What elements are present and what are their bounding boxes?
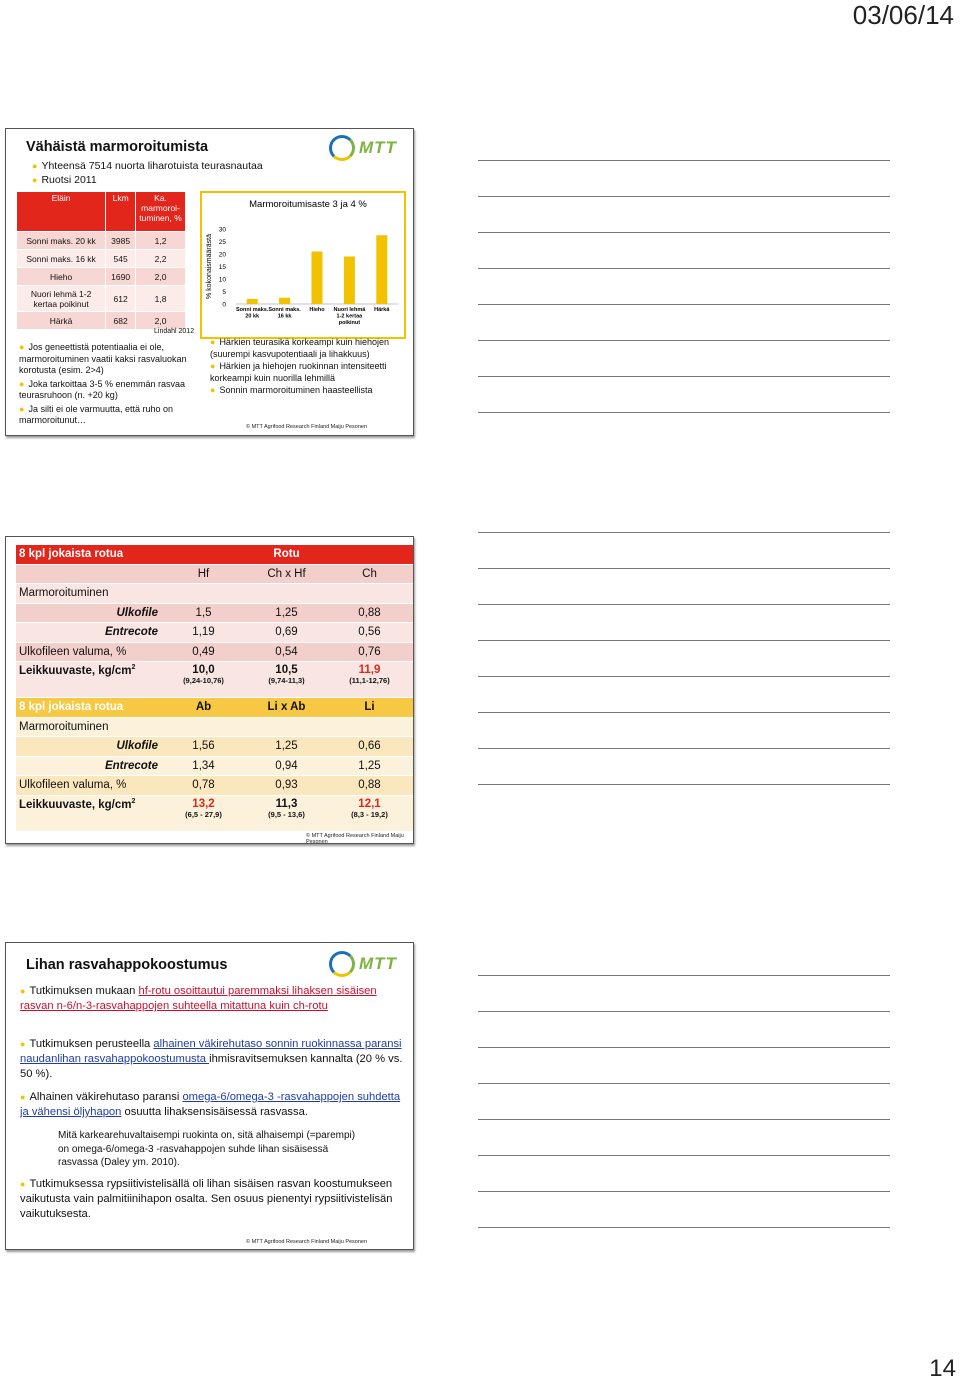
table-row: Hieho 1690 2,0: [17, 268, 186, 286]
table-row: Sonni maks. 16 kk 545 2,2: [17, 250, 186, 268]
mtt-logo: MTT: [329, 951, 397, 977]
mtt-logo: MTT: [329, 135, 397, 161]
slide-title: Lihan rasvahappokoostumus: [26, 957, 228, 973]
quote: Mitä karkearehuvaltaisempi ruokinta on, sitä alhaisempi (=parempi) on omega-6/omega-3 -rasvahappojen suhde lihan sisäisessä rasvassa (Daley ym. 2010).: [58, 1130, 356, 1168]
y-tick-label: 30: [218, 226, 226, 234]
table-row: Härkä 682 2,0: [17, 312, 186, 330]
y-axis-label: % kokonaismäärästä: [206, 234, 213, 299]
slide-rasvahappo: [5, 942, 414, 1250]
table-header: 8 kpl jokaista rotua Ab Li x Ab Li: [16, 698, 413, 718]
mtt-swirl-icon: [329, 951, 355, 977]
bullet-right: ● Sonnin marmoroituminen haasteellista: [210, 385, 373, 395]
breed-table: [16, 545, 413, 832]
table-row: Entrecote 1,34 0,94 1,25: [16, 757, 413, 777]
table-row: Hf Ch x Hf Ch: [16, 565, 413, 585]
notes-lines-2: [478, 532, 890, 820]
y-tick-label: 0: [222, 301, 226, 309]
bar: [376, 235, 387, 304]
table-row: Ulkofile 1,56 1,25 0,66: [16, 737, 413, 757]
notes-lines-3: [478, 975, 890, 1263]
table-row: Marmoroituminen: [16, 584, 413, 604]
bar: [279, 298, 290, 304]
paragraph-1: ● Tutkimuksen mukaan hf-rotu osoittautui paremmaksi lihaksen sisäisen rasvan n-6/n-3-rasvahappojen suhteella mitattuna kuin ch-rotu: [20, 985, 377, 1012]
x-tick-label: Sonni maks.: [235, 307, 269, 313]
table-row: Entrecote 1,19 0,69 0,56: [16, 623, 413, 643]
marmoroitumisaste-chart: [202, 193, 404, 337]
bullet-right: ● Härkien ja hiehojen ruokinnan intensiteetti korkeampi kuin nuorilla lehmillä: [210, 361, 387, 383]
copyright: © MTT Agrifood Research Finland Maiju Pesonen: [306, 833, 404, 845]
y-tick-label: 20: [218, 251, 226, 259]
copyright: © MTT Agrifood Research Finland Maiju Pesonen: [246, 424, 368, 430]
table-row: Ulkofile 1,5 1,25 0,88: [16, 604, 413, 624]
table-row: Leikkuuvaste, $kg/cm^2$ 13,2 (6,5 - 27,9) 11,3 (9,5 - 13,6) 12,1 (8,3 - 19,2): [16, 796, 413, 832]
bar: [312, 252, 323, 305]
slide-marmorointi: [5, 128, 414, 436]
paragraph-3: ● Alhainen väkirehutaso paransi omega-6/omega-3 -rasvahappojen suhdetta ja vähensi öljyhapon osuutta lihaksensisäisessä rasvassa.: [20, 1091, 401, 1118]
x-tick-label: Nuori lehmä: [333, 307, 366, 313]
table-source: Lindahl 2012: [154, 328, 195, 335]
notes-lines-1: [478, 160, 890, 448]
y-tick-label: 5: [222, 289, 226, 296]
bullet-top: ● Yhteensä 7514 nuorta liharotuista teurasnautaa: [32, 160, 263, 172]
paragraph-4: ● Tutkimuksessa rypsiitivistelisällä oli lihan sisäisen rasvan koostumukseen vaikutusta vain palmitiinihapon osalta. Sen osuus pienentyi rypsiitivistelisän vaikutuksesta.: [20, 1178, 393, 1220]
bullet-left: ● Jos geneettistä potentiaalia ei ole, marmoroituminen vaatii kaksi rasvaluokan korotusta (esim. 2>4): [19, 342, 187, 375]
table-row: Leikkuuvaste, $kg/cm^2$ 10,0 (9,24-10,76) 10,5 (9,74-11,3) 11,9 (11,1-12,76): [16, 662, 413, 698]
y-tick-label: 15: [218, 264, 226, 271]
page-number: 14: [929, 1355, 956, 1382]
copyright: © MTT Agrifood Research Finland Maiju Pesonen: [246, 1239, 368, 1245]
bullet-left: ● Ja silti ei ole varmuutta, että ruho on marmoroitunut…: [19, 403, 174, 425]
x-tick-label: Hieho: [309, 307, 325, 313]
bar: [247, 299, 258, 304]
table-row: Marmoroituminen: [16, 718, 413, 738]
bullet-right: ● Härkien teurasikä korkeampi kuin hiehojen (suurempi kasvupotentiaali ja lihakkuus): [210, 337, 390, 359]
mtt-swirl-icon: [329, 135, 355, 161]
chart-title: Marmoroitumisaste 3 ja 4 %: [249, 199, 367, 210]
x-tick-label: Härkä: [374, 307, 390, 313]
slide-rotu-table: [5, 536, 414, 844]
x-tick-label: Sonni maks.: [268, 307, 301, 313]
table-row: Nuori lehmä 1-2 kertaa poikinut 612 1,8: [17, 286, 186, 312]
table-row: Ulkofileen valuma, % 0,49 0,54 0,76: [16, 643, 413, 663]
x-tick-label: poikinut: [338, 320, 361, 326]
paragraph-2: ● Tutkimuksen perusteella alhainen väkirehutaso sonnin ruokinnassa paransi naudanlihan rasvahappokoostumusta ihmisravitsemuksen kannalta (20 % vs. 50 %).: [20, 1038, 403, 1080]
x-tick-label: 16 kk: [277, 313, 292, 320]
animal-table: Eläin Lkm Ka. marmoroi-tuminen, % Sonni maks. 20 kk 3985 1,2 Sonni maks. 16 kk 545 2,2 Hieho 1690 2,0 Nuori lehmä 1-2 kertaa poikinut 612 1,8 Härkä 682 2,0: [16, 191, 186, 330]
chart-frame: [200, 191, 406, 339]
print-date: 03/06/14: [852, 0, 954, 30]
bullet-left: ● Joka tarkoittaa 3-5 % enemmän rasvaa teurasruhoon (n. +20 kg): [19, 378, 186, 400]
table-header: 8 kpl jokaista rotua Rotu: [16, 545, 413, 565]
y-tick-label: 10: [218, 276, 226, 284]
x-tick-label: 20 kk: [245, 313, 260, 320]
table-row: Ulkofileen valuma, % 0,78 0,93 0,88: [16, 776, 413, 796]
bullet-top: ● Ruotsi 2011: [32, 174, 97, 186]
table-row: Sonni maks. 20 kk 3985 1,2: [17, 232, 186, 250]
bar: [344, 257, 355, 305]
y-tick-label: 25: [218, 239, 226, 246]
x-tick-label: 1-2 kertaa: [336, 313, 363, 320]
slide-title: Vähäistä marmoroitumista: [26, 139, 209, 155]
